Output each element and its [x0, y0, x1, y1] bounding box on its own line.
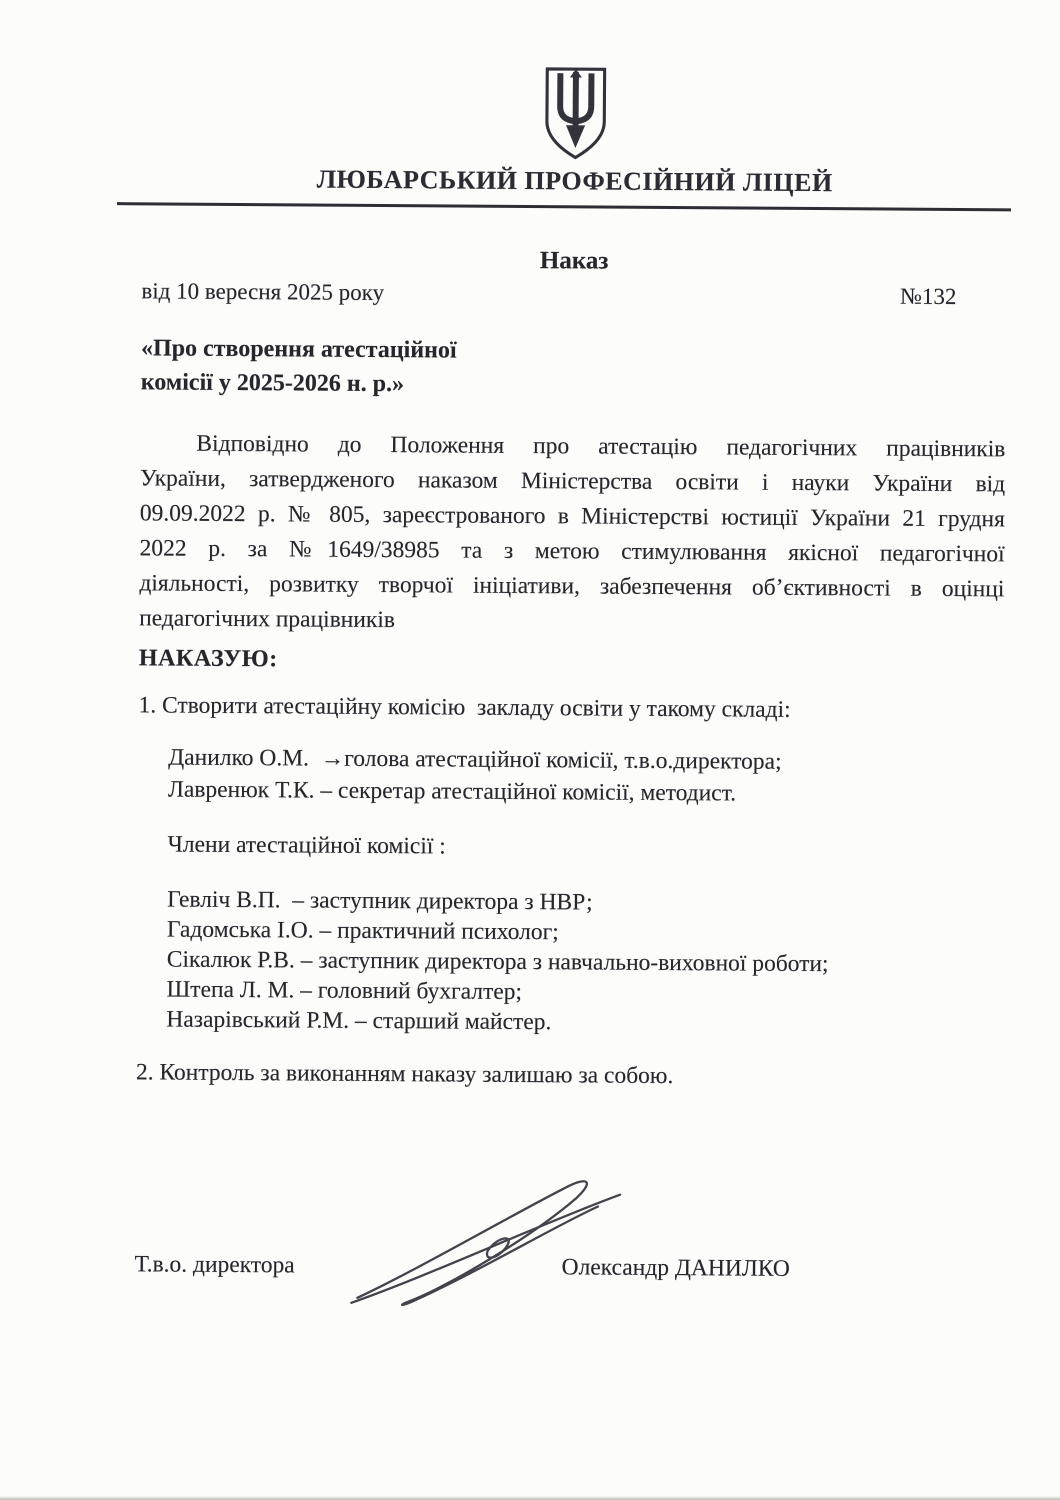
signatory-name: Олександр ДАНИЛКО: [561, 1254, 790, 1282]
decree-keyword: НАКАЗУЮ:: [138, 645, 278, 673]
commission-member: Назарівський Р.М. – старший майстер.: [166, 1006, 552, 1036]
handwritten-signature: [339, 1173, 675, 1310]
ukraine-trident-emblem-icon: [537, 64, 614, 163]
commission-member: Штепа Л. М. – головний бухгалтер;: [166, 976, 523, 1005]
order-subject-line: «Про створення атестаційної: [140, 335, 457, 364]
signatory-position: Т.в.о. директора: [134, 1251, 295, 1279]
commission-leader: Лавренюк Т.К. – секретар атестаційної комісії, методист.: [167, 776, 737, 807]
preamble-line: Відповідно до Положення про атестацію педагогічних працівників: [196, 430, 1006, 463]
preamble-line: України, затвердженого наказом Міністерства освіти і науки України від: [140, 465, 1006, 498]
school-name: ЛЮБАРСЬКИЙ ПРОФЕСІЙНИЙ ЛІЦЕЙ: [316, 164, 833, 198]
commission-member: Гадомська І.О. – практичний психолог;: [166, 916, 559, 946]
document-body: [0, 60, 1060, 1319]
preamble-line: діяльності, розвитку творчої ініціативи, забезпечення об’єктивності в оцінці: [139, 570, 1005, 603]
header-rule: [117, 202, 1011, 211]
commission-leaders: [138, 741, 1003, 811]
scan-content: [0, 60, 1060, 1319]
order-item-2: 2. Контроль за виконанням наказу залишаю за собою.: [135, 1059, 674, 1090]
commission-member: Сікалюк Р.В. – заступник директора з навчально-виховної роботи;: [166, 946, 829, 978]
preamble-line: педагогічних працівників: [139, 605, 396, 634]
preamble-line: 09.09.2022 р. № 805, зареєстрованого в Міністерстві юстиції України 21 грудня: [139, 500, 1005, 533]
commission-leader: Данилко О.М. →голова атестаційної комісії, т.в.о.директора;: [168, 744, 782, 775]
order-number: №132: [899, 283, 957, 309]
order-item-1: 1. Створити атестаційну комісію закладу освіти у такому складі:: [138, 692, 791, 723]
order-meta-row: [141, 276, 1006, 312]
order-preamble: [139, 426, 1005, 642]
order-subject: [141, 331, 1006, 405]
order-subject-line: комісії у 2025-2026 н. р.»: [140, 369, 405, 398]
preamble-line: 2022 р. за №1649/38985 та з метою стимулювання якісної педагогічної: [139, 535, 1005, 568]
commission-members: [136, 884, 1002, 1040]
signature-block: [134, 1173, 1000, 1319]
doc-type-title: Наказ: [539, 247, 609, 275]
commission-member: Гевліч В.П. – заступник директора з НВР;: [167, 886, 593, 916]
members-heading: Члени атестаційної комісії :: [167, 831, 446, 860]
order-date: від 10 вересня 2025 року: [141, 278, 385, 305]
